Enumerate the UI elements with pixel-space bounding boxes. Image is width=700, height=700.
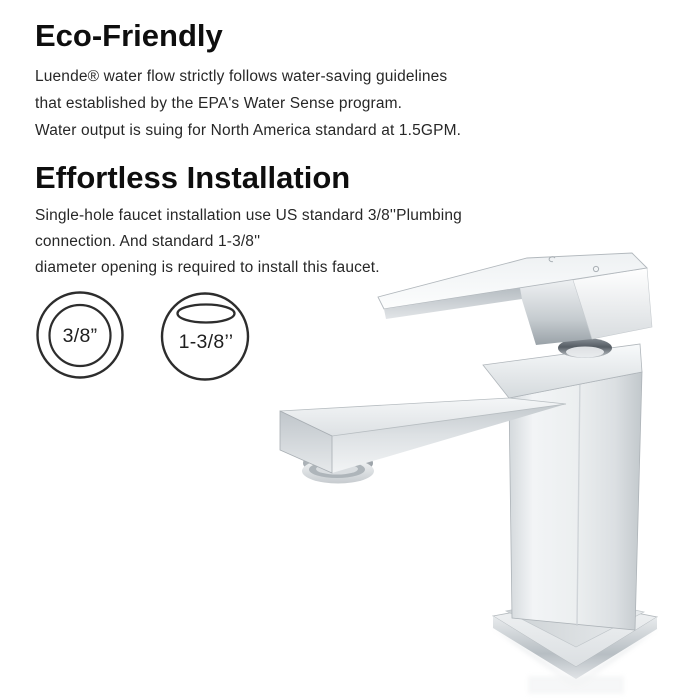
plumbing-size-badge: [38, 293, 123, 378]
effortless-installation-heading: Effortless Installation: [35, 160, 351, 195]
faucet-body: [483, 344, 642, 630]
eco-friendly-paragraph: [35, 63, 461, 144]
faucet-handle: [378, 253, 652, 358]
plumbing-size-label: 3/8”: [62, 325, 98, 347]
body-line: diameter opening is required to install this faucet.: [35, 259, 380, 276]
body-line: that established by the EPA's Water Sense program.: [35, 95, 403, 112]
body-line: Single-hole faucet installation use US standard 3/8''Plumbing: [35, 207, 462, 224]
hole-ellipse-icon: [178, 305, 235, 323]
body-line: connection. And standard 1-3/8'': [35, 233, 261, 250]
body-line: Water output is suing for North America standard at 1.5GPM.: [35, 122, 462, 139]
body-line: Luende® water flow strictly follows water-saving guidelines: [35, 68, 448, 85]
eco-friendly-heading: Eco-Friendly: [35, 18, 223, 53]
handle-joint-highlight: [566, 347, 604, 358]
faucet-product-photo: [230, 250, 690, 700]
mounting-hole-label: 1-3/8’’: [178, 331, 234, 353]
